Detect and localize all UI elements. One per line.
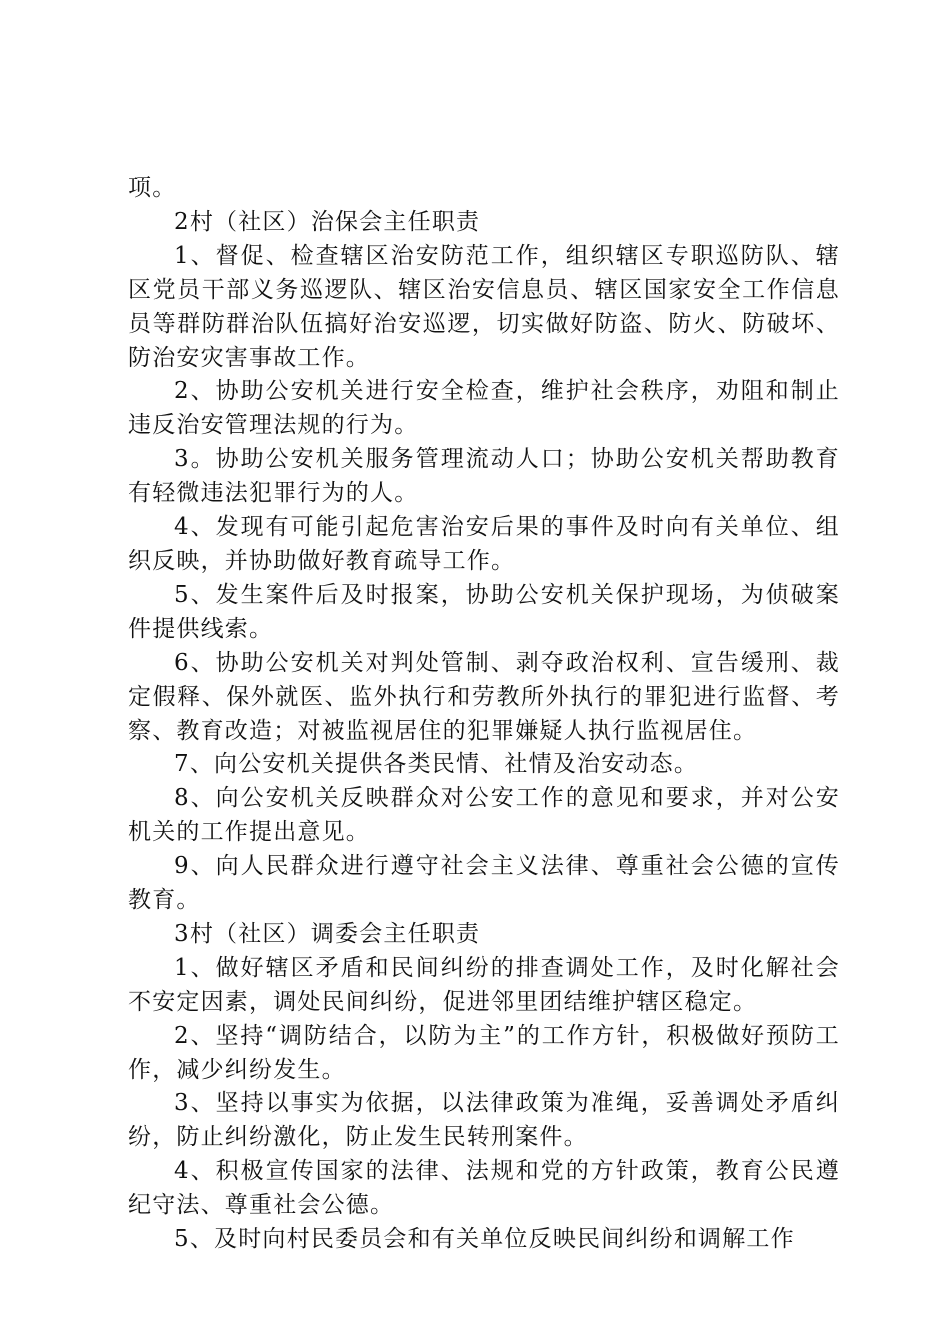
paragraph: 9、向人民群众进行遵守社会主义法律、尊重社会公德的宣传教育。 — [128, 853, 840, 914]
paragraph: 6、协助公安机关对判处管制、剥夺政治权利、宣告缓刑、裁定假释、保外就医、监外执行和劳教所外执行的罪犯进行监督、考察、教育改造；对被监视居住的犯罪嫌疑人执行监视居住。 — [128, 649, 840, 744]
paragraph: 5、及时向村民委员会和有关单位反映民间纠纷和调解工作 — [174, 1226, 795, 1253]
section-heading-mediation-committee: 3村（社区）调委会主任职责 — [174, 920, 481, 947]
paragraph: 5、发生案件后及时报案，协助公安机关保护现场，为侦破案件提供线索。 — [128, 581, 840, 642]
paragraph: 7、向公安机关提供各类民情、社情及治安动态。 — [174, 751, 699, 778]
paragraph: 3、坚持以事实为依据，以法律政策为准绳，妥善调处矛盾纠纷，防止纠纷激化，防止发生民转刑案件。 — [128, 1090, 840, 1151]
section-heading-security-committee: 2村（社区）治保会主任职责 — [174, 208, 481, 235]
paragraph: 4、积极宣传国家的法律、法规和党的方针政策，教育公民遵纪守法、尊重社会公德。 — [128, 1158, 840, 1219]
paragraph: 2、协助公安机关进行安全检查，维护社会秩序，劝阻和制止违反治安管理法规的行为。 — [128, 378, 840, 439]
paragraph-continuation: 项。 — [128, 175, 177, 201]
paragraph: 3。协助公安机关服务管理流动人口；协助公安机关帮助教育有轻微违法犯罪行为的人。 — [128, 446, 840, 507]
paragraph: 1、做好辖区矛盾和民间纠纷的排查调处工作，及时化解社会不安定因素，调处民间纠纷，促进邻里团结维护辖区稳定。 — [128, 954, 840, 1015]
paragraph: 2、坚持“调防结合，以防为主”的工作方针，积极做好预防工作，减少纠纷发生。 — [128, 1022, 840, 1083]
paragraph: 8、向公安机关反映群众对公安工作的意见和要求，并对公安机关的工作提出意见。 — [128, 785, 840, 846]
paragraph: 1、督促、检查辖区治安防范工作，组织辖区专职巡防队、辖区党员干部义务巡逻队、辖区治安信息员、辖区国家安全工作信息员等群防群治队伍搞好治安巡逻，切实做好防盗、防火、防破坏、防治安灾害事故工作。 — [128, 242, 840, 371]
document-body — [128, 172, 840, 1257]
paragraph: 4、发现有可能引起危害治安后果的事件及时向有关单位、组织反映，并协助做好教育疏导工作。 — [128, 514, 840, 574]
